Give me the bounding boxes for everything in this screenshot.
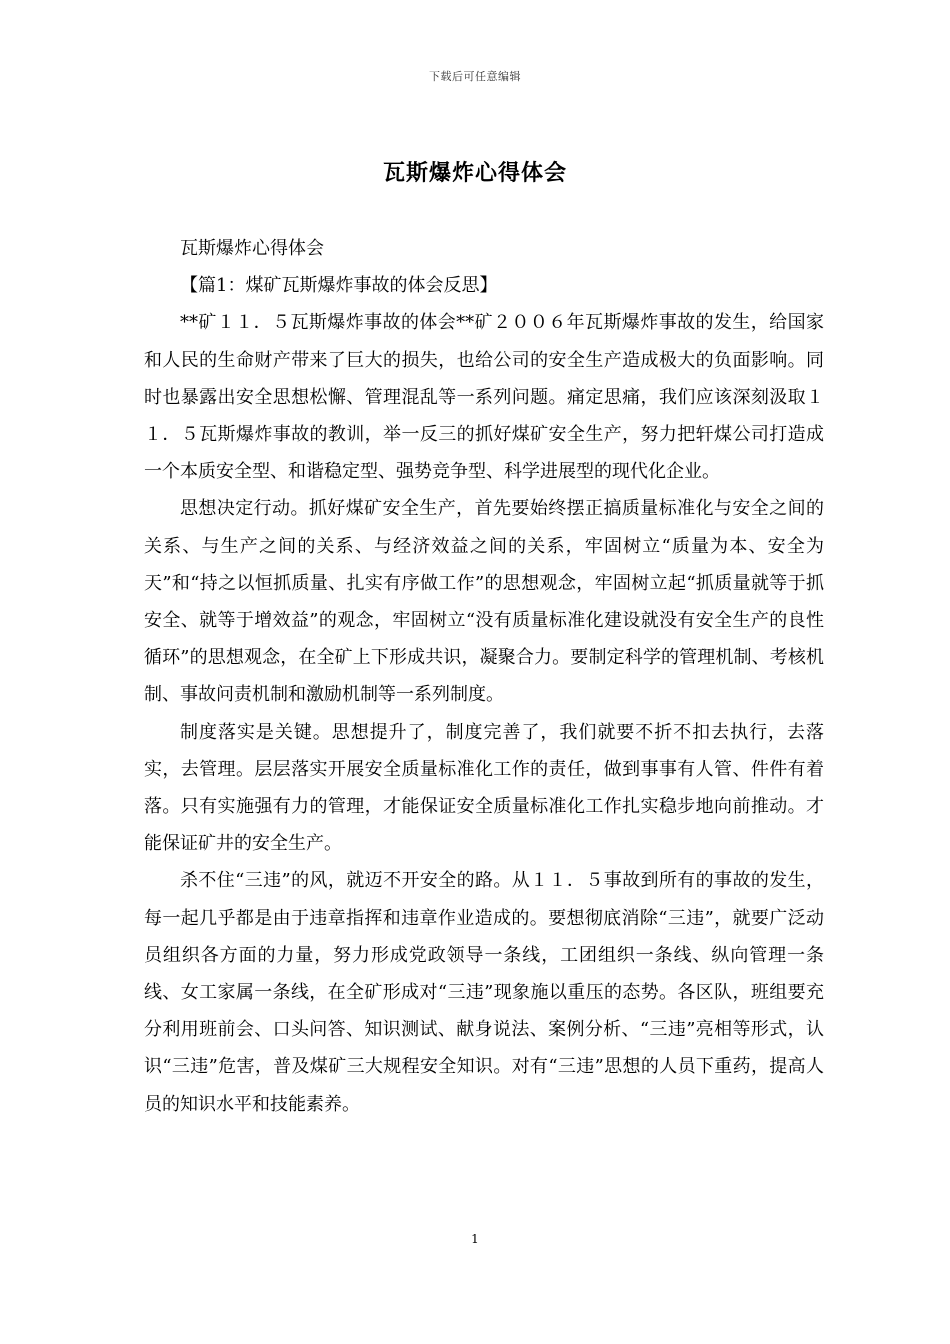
document-title: 瓦斯爆炸心得体会 [382,160,567,186]
paragraph: **矿１１．５瓦斯爆炸事故的体会**矿２００６年瓦斯爆炸事故的发生，给国家和人民的生命财产带来了巨大的损失，也给公司的安全生产造成极大的负面影响。同时也暴露出安全思想松懈、管理混乱等一系列问题。痛定思痛，我们应该深刻汲取１１．５瓦斯爆炸事故的教训，举一反三的抓好煤矿安全生产，努力把轩煤公司打造成一个本质安全型、和谐稳定型、强势竞争型、科学进展型的现代化企业。 [144,312,824,483]
paragraph: 制度落实是关键。思想提升了，制度完善了，我们就要不折不扣去执行，去落实，去管理。层层落实开展安全质量标准化工作的责任，做到事事有人管、件件有着落。只有实施强有力的管理，才能保证安全质量标准化工作扎实稳步地向前推动。才能保证矿井的安全生产。 [144,721,824,855]
paragraph: 思想决定行动。抓好煤矿安全生产，首先要始终摆正搞质量标准化与安全之间的关系、与生产之间的关系、与经济效益之间的关系，牢固树立“质量为本、安全为天”和“持之以恒抓质量、扎实有序做工作”的思想观念，牢固树立起“抓质量就等于抓安全、就等于增效益”的观念，牢固树立“没有质量标准化建设就没有安全生产的良性循环”的思想观念，在全矿上下形成共识，凝聚合力。要制定科学的管理机制、考核机制、事故问责机制和激励机制等一系列制度。 [144,498,824,706]
section-heading: 【篇1：煤矿瓦斯爆炸事故的体会反思】 [180,275,498,297]
document-body [144,230,824,1123]
page-number: 1 [471,1232,479,1246]
page-header: 下载后可任意编辑 [429,70,521,83]
paragraph: 瓦斯爆炸心得体会 [180,238,324,259]
paragraph: 杀不住“三违”的风，就迈不开安全的路。从１１．５事故到所有的事故的发生，每一起几乎都是由于违章指挥和违章作业造成的。要想彻底消除“三违”，就要广泛动员组织各方面的力量，努力形成党政领导一条线，工团组织一条线、纵向管理一条线、女工家属一条线，在全矿形成对“三违”现象施以重压的态势。各区队，班组要充分利用班前会、口头问答、知识测试、献身说法、案例分析、“三违”亮相等形式，认识“三违”危害，普及煤矿三大规程安全知识。对有“三违”思想的人员下重药，提高人员的知识水平和技能素养。 [144,870,824,1115]
